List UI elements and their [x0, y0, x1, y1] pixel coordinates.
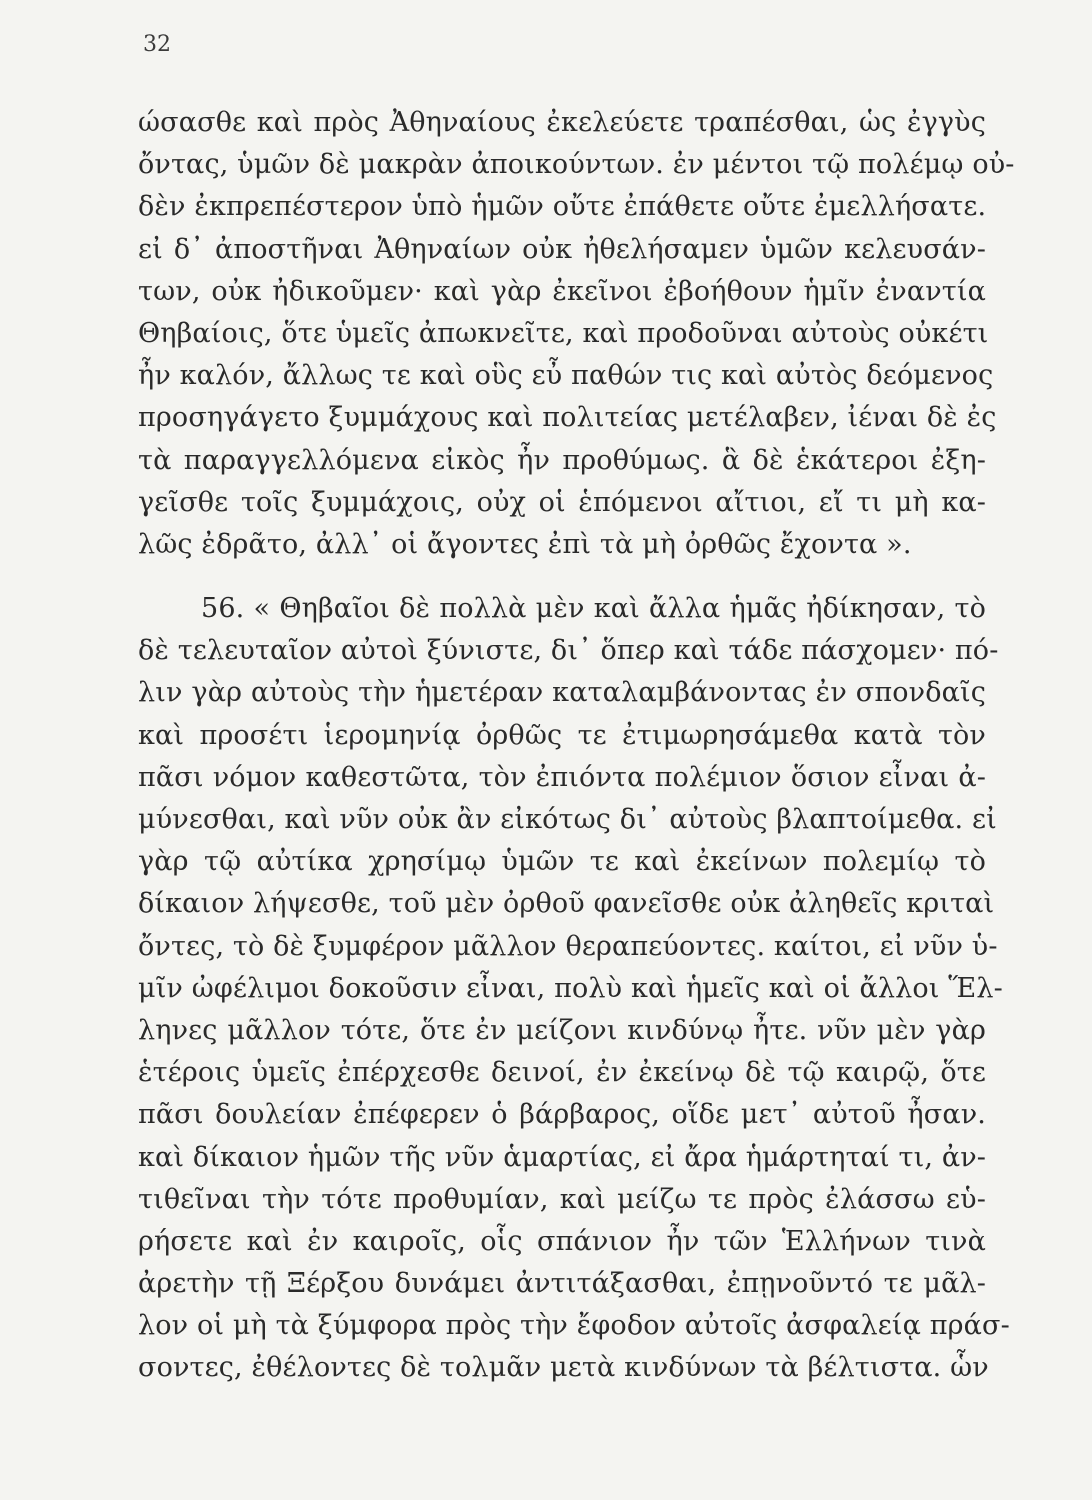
text-line: 56. « Θηβαῖοι δὲ πολλὰ μὲν καὶ ἄλλα ἡμᾶς ἠδίκησαν, τὸ [201, 593, 986, 625]
text-line: μῖν ὠφέλιμοι δοκοῦσιν εἶναι, πολὺ καὶ ἡμεῖς καὶ οἱ ἄλλοι Ἕλ- [138, 972, 1003, 1004]
text-line: δὲν ἐκπρεπέστερον ὑπὸ ἡμῶν οὔτε ἐπάθετε οὔτε ἐμελλήσατε. [138, 191, 987, 223]
text-line: ἀρετὴν τῇ Ξέρξου δυνάμει ἀντιτάξασθαι, ἐπῃνοῦντό τε μᾶλ- [138, 1268, 986, 1300]
text-line: τὰ παραγγελλόμενα εἰκὸς ἦν προθύμως. ἃ δὲ ἑκάτεροι ἐξη- [138, 444, 986, 476]
body-text [138, 102, 1015, 1390]
paragraph-gap [138, 566, 986, 588]
text-line: δίκαιον λήψεσθε, τοῦ μὲν ὀρθοῦ φανεῖσθε οὐκ ἀληθεῖς κριταὶ [138, 888, 995, 920]
text-line: καὶ δίκαιον ἡμῶν τῆς νῦν ἁμαρτίας, εἰ ἄρα ἡμάρτηταί τι, ἀν- [138, 1141, 987, 1173]
text-line: λιν γὰρ αὐτοὺς τὴν ἡμετέραν καταλαμβάνοντας ἐν σπονδαῖς [138, 677, 986, 709]
text-line: πᾶσι νόμον καθεστῶτα, τὸν ἐπιόντα πολέμιον ὅσιον εἶναι ἀ- [138, 761, 986, 793]
paragraph-56 [138, 588, 1010, 1390]
text-line: ὄντας, ὑμῶν δὲ μακρὰν ἀποικούντων. ἐν μέντοι τῷ πολέμῳ οὐ- [138, 149, 1015, 181]
text-line: πᾶσι δουλείαν ἐπέφερεν ὁ βάρβαρος, οἵδε μετ᾽ αὐτοῦ ἦσαν. [138, 1099, 986, 1131]
text-line: μύνεσθαι, καὶ νῦν οὐκ ἂν εἰκότως δι᾽ αὐτοὺς βλαπτοίμεθα. εἰ [138, 804, 997, 835]
text-line: δὲ τελευταῖον αὐτοὶ ξύνιστε, δι᾽ ὅπερ καὶ τάδε πάσχομεν· πό- [138, 635, 999, 667]
text-line: γὰρ τῷ αὐτίκα χρησίμῳ ὑμῶν τε καὶ ἐκείνων πολεμίῳ τὸ [138, 846, 986, 878]
text-line: τιθεῖναι τὴν τότε προθυμίαν, καὶ μείζω τε πρὸς ἐλάσσω εὑ- [138, 1183, 986, 1215]
text-line: Θηβαίοις, ὅτε ὑμεῖς ἀπωκνεῖτε, καὶ προδοῦναι αὐτοὺς οὐκέτι [138, 317, 989, 349]
text-line: ληνες μᾶλλον τότε, ὅτε ἐν μείζονι κινδύνῳ ἦτε. νῦν μὲν γὰρ [138, 1014, 986, 1046]
text-line: προσηγάγετο ξυμμάχους καὶ πολιτείας μετέλαβεν, ἰέναι δὲ ἐς [138, 402, 997, 434]
text-line: ρήσετε καὶ ἐν καιροῖς, οἷς σπάνιον ἦν τῶν Ἑλλήνων τινὰ [138, 1225, 986, 1257]
text-line: καὶ προσέτι ἱερομηνίᾳ ὀρθῶς τε ἐτιμωρησάμεθα κατὰ τὸν [138, 719, 986, 751]
text-line: ἑτέροις ὑμεῖς ἐπέρχεσθε δεινοί, ἐν ἐκείνῳ δὲ τῷ καιρῷ, ὅτε [138, 1057, 986, 1089]
page-number: 32 [143, 32, 171, 57]
text-line: σοντες, ἐθέλοντες δὲ τολμᾶν μετὰ κινδύνων τὰ βέλτιστα. ὧν [138, 1352, 989, 1384]
paragraph-55-continuation [138, 102, 1015, 566]
text-line: ώσασθε καὶ πρὸς Ἀθηναίους ἐκελεύετε τραπέσθαι, ὡς ἐγγὺς [138, 107, 986, 138]
text-line: ὄντες, τὸ δὲ ξυμφέρον μᾶλλον θεραπεύοντες. καίτοι, εἰ νῦν ὑ- [138, 930, 998, 962]
text-line: των, οὐκ ἠδικοῦμεν· καὶ γὰρ ἐκεῖνοι ἐβοήθουν ἡμῖν ἐναντία [138, 275, 986, 307]
text-line: εἰ δ᾽ ἀποστῆναι Ἀθηναίων οὐκ ἠθελήσαμεν ὑμῶν κελευσάν- [138, 233, 986, 265]
text-line: λῶς ἐδρᾶτο, ἀλλ᾽ οἱ ἄγοντες ἐπὶ τὰ μὴ ὀρθῶς ἔχοντα ». [138, 528, 912, 560]
text-line: λον οἱ μὴ τὰ ξύμφορα πρὸς τὴν ἔφοδον αὐτοῖς ἀσφαλείᾳ πράσ- [138, 1310, 1010, 1342]
text-line: γεῖσθε τοῖς ξυμμάχοις, οὐχ οἱ ἑπόμενοι αἴτιοι, εἴ τι μὴ κα- [138, 486, 986, 518]
text-line: ἦν καλόν, ἄλλως τε καὶ οὓς εὖ παθών τις καὶ αὐτὸς δεόμενος [138, 360, 994, 392]
